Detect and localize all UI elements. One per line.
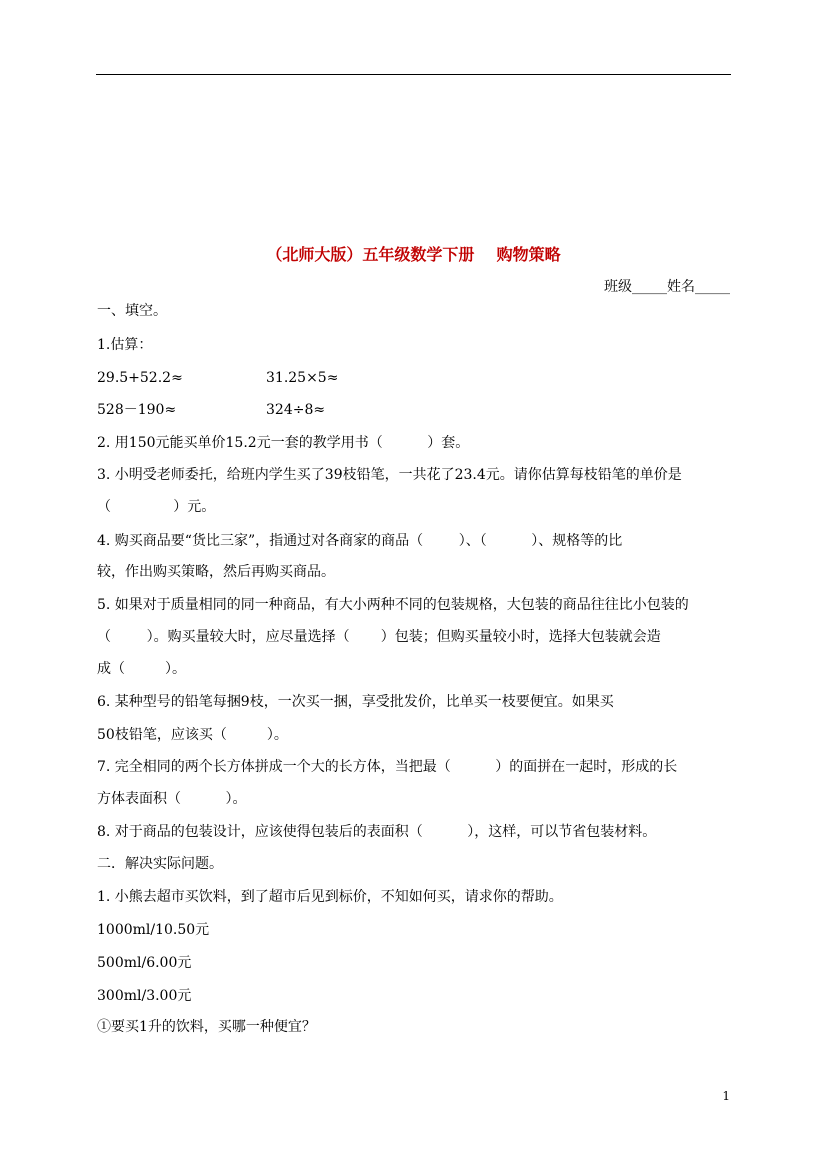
question-4-line-2: 较，作出购买策略，然后再购买商品。 xyxy=(97,564,335,580)
question-6-line-2: 50枝铅笔，应该买（ ）。 xyxy=(97,727,288,743)
question-7-line-2: 方体表面积（ ）。 xyxy=(97,791,247,807)
class-name-field: 班级_____姓名_____ xyxy=(604,279,730,295)
question-3-line-2: （ ）元。 xyxy=(97,499,216,515)
question-1a: 29.5+52.2≈ xyxy=(97,370,183,386)
question-7-line-1: 7. 完全相同的两个长方体拼成一个大的长方体，当把最（ ）的面拼在一起时，形成的长 xyxy=(97,759,678,775)
price-300ml: 300ml/3.00元 xyxy=(97,988,192,1004)
section-heading-fill: 一、填空。 xyxy=(97,303,167,319)
page-title: （北师大版）五年级数学下册 购物策略 xyxy=(266,245,561,264)
question-1b: 31.25×5≈ xyxy=(266,370,339,386)
section-heading-problems: 二．解决实际问题。 xyxy=(97,856,223,872)
question-5-line-1: 5. 如果对于质量相同的同一种商品，有大小两种不同的包装规格，大包装的商品往往比小包装的 xyxy=(97,597,689,613)
question-6-line-1: 6. 某种型号的铅笔每捆9枝，一次买一捆，享受批发价，比单买一枝要便宜。如果买 xyxy=(97,694,614,710)
question-8: 8. 对于商品的包装设计，应该使得包装后的表面积（ ），这样，可以节省包装材料。 xyxy=(97,824,657,840)
question-4-line-1: 4. 购买商品要“货比三家”，指通过对各商家的商品（ ）、（ ）、规格等的比 xyxy=(97,533,623,549)
question-5-line-2: （ ）。购买量较大时，应尽量选择（ ）包装；但购买量较小时，选择大包装就会造 xyxy=(97,629,661,645)
question-1d: 324÷8≈ xyxy=(266,402,326,418)
question-2: 2. 用150元能买单价15.2元一套的教学用书（ ）套。 xyxy=(97,435,470,451)
question-5-line-3: 成（ ）。 xyxy=(97,661,187,677)
price-1000ml: 1000ml/10.50元 xyxy=(97,922,210,938)
problem-1-subquestion: ①要买1升的饮料，买哪一种便宜？ xyxy=(97,1019,316,1035)
problem-1: 1. 小熊去超市买饮料，到了超市后见到标价，不知如何买，请求你的帮助。 xyxy=(97,889,563,905)
header-rule xyxy=(96,74,731,75)
question-1: 1.估算： xyxy=(97,337,153,353)
question-3-line-1: 3. 小明受老师委托，给班内学生买了39枝铅笔，一共花了23.4元。请你估算每枝铅笔的单价是 xyxy=(97,467,682,483)
question-1c: 528－190≈ xyxy=(97,402,177,418)
page-number: 1 xyxy=(722,1089,730,1103)
price-500ml: 500ml/6.00元 xyxy=(97,955,192,971)
